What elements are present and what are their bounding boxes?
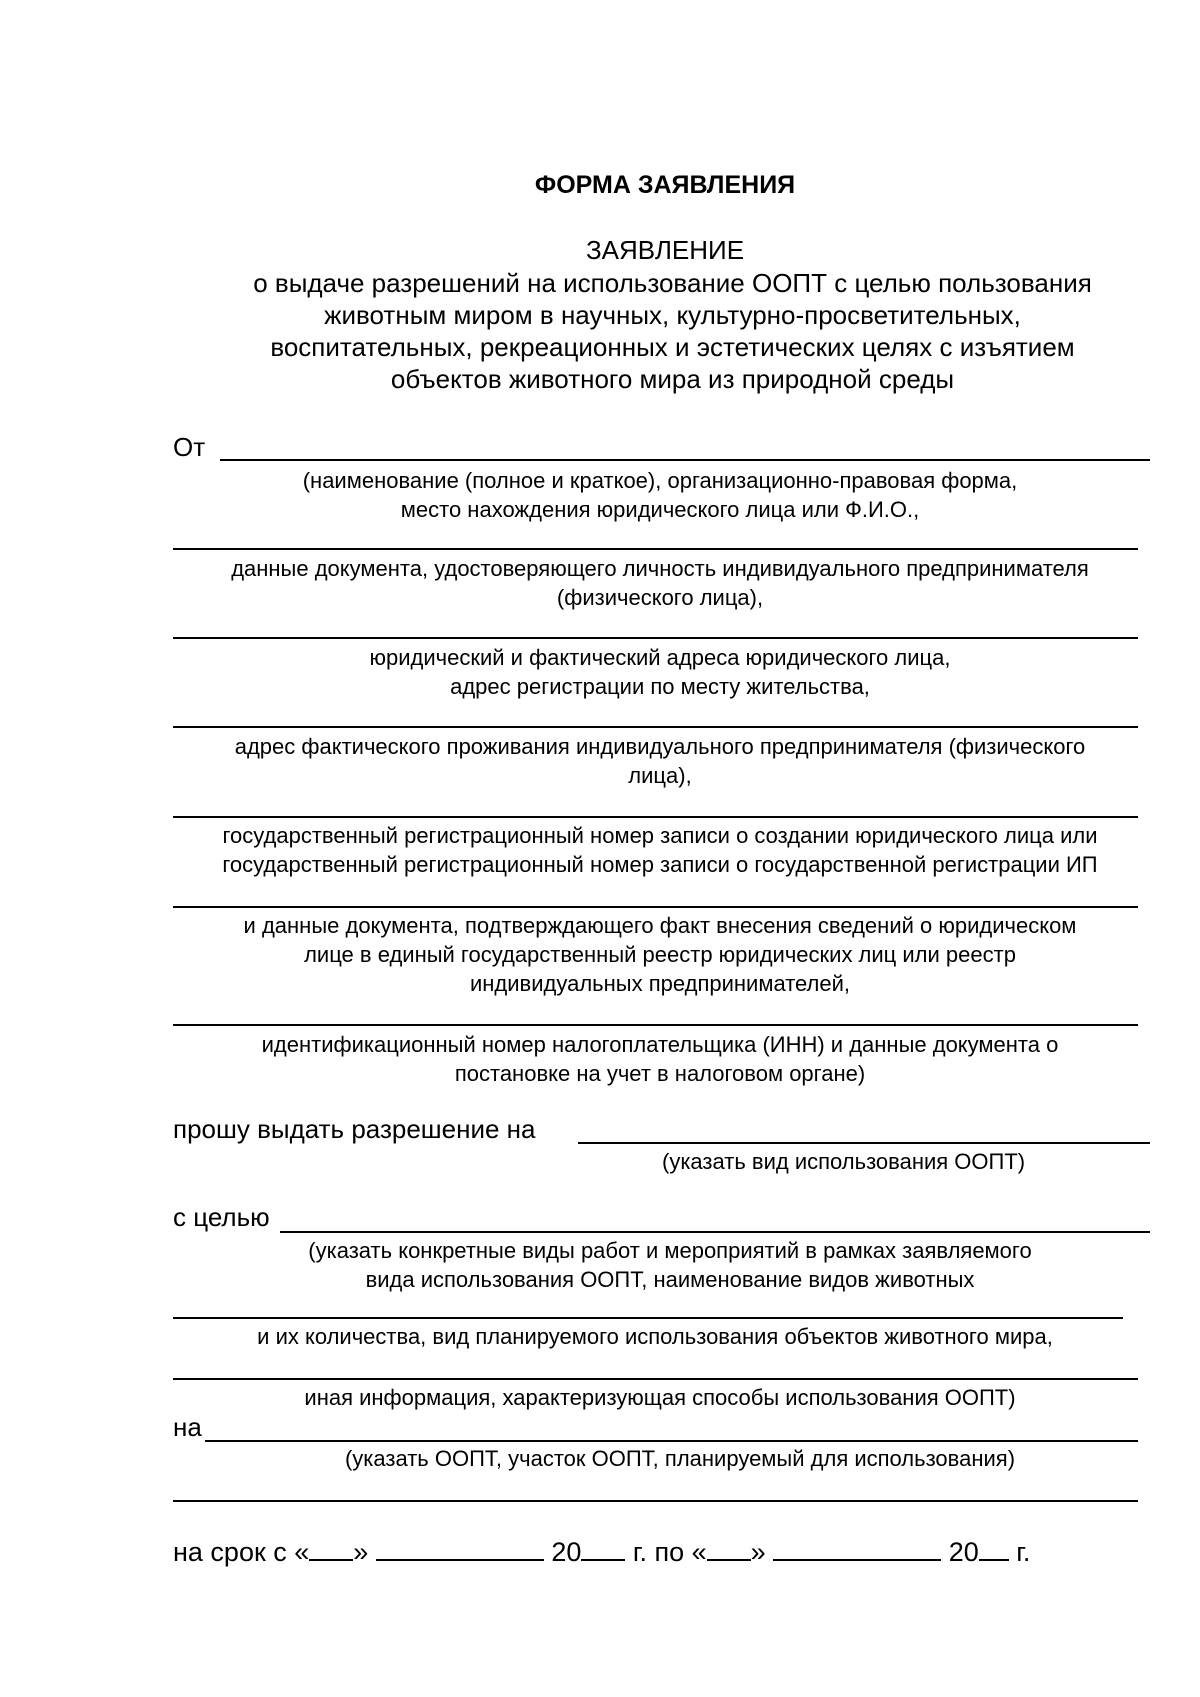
- form-title: ФОРМА ЗАЯВЛЕНИЯ: [534, 171, 796, 199]
- input-line[interactable]: [173, 548, 1138, 550]
- purpose-label: с целью: [173, 1202, 270, 1232]
- from-hint: идентификационный номер налогоплательщика (ИНН) и данные документа о: [261, 1032, 1059, 1057]
- from-hint: адрес фактического проживания индивидуального предпринимателя (физического: [234, 734, 1086, 759]
- request-label: прошу выдать разрешение на: [173, 1114, 536, 1144]
- from-hint: и данные документа, подтверждающего факт внесения сведений о юридическом: [243, 913, 1077, 938]
- input-line[interactable]: [173, 1378, 1138, 1380]
- application-heading: ЗАЯВЛЕНИЕ: [585, 235, 745, 265]
- from-hint: государственный регистрационный номер записи о создании юридического лица или: [222, 823, 1098, 848]
- location-label: на: [173, 1412, 202, 1442]
- term-text: 20: [551, 1537, 582, 1567]
- purpose-input-line[interactable]: [280, 1231, 1150, 1233]
- subtitle-line: о выдаче разрешений на использование ООПТ с целью пользования: [253, 268, 1092, 298]
- from-hint: индивидуальных предпринимателей,: [469, 971, 851, 996]
- start-year-input[interactable]: [581, 1559, 625, 1561]
- end-day-input[interactable]: [707, 1559, 751, 1561]
- input-line[interactable]: [173, 906, 1138, 908]
- location-hint: (указать ООПТ, участок ООПТ, планируемый для использования): [344, 1446, 1016, 1471]
- input-line[interactable]: [173, 1500, 1138, 1502]
- term-text: 20: [948, 1537, 979, 1567]
- from-hint: адрес регистрации по месту жительства,: [450, 674, 870, 699]
- request-hint: (указать вид использования ООПТ): [662, 1149, 1026, 1174]
- from-hint: юридический и фактический адреса юридического лица,: [369, 645, 951, 670]
- end-year-input[interactable]: [979, 1559, 1009, 1561]
- purpose-hint: иная информация, характеризующая способы использования ООПТ): [304, 1385, 1016, 1410]
- from-hint: место нахождения юридического лица или Ф.И.О.,: [400, 497, 920, 522]
- from-hint: (физического лица),: [556, 585, 764, 610]
- subtitle-line: объектов животного мира из природной среды: [390, 364, 955, 394]
- start-day-input[interactable]: [309, 1559, 353, 1561]
- term-row: [173, 1537, 1030, 1568]
- request-input-line[interactable]: [578, 1142, 1150, 1144]
- term-text: на срок с «: [173, 1537, 310, 1567]
- from-input-line[interactable]: [220, 459, 1150, 461]
- from-hint: лице в единый государственный реестр юридических лиц или реестр: [304, 942, 1016, 967]
- from-hint: данные документа, удостоверяющего личность индивидуального предпринимателя: [231, 556, 1089, 581]
- input-line[interactable]: [173, 637, 1138, 639]
- from-hint: (наименование (полное и краткое), организационно-правовая форма,: [302, 468, 1018, 493]
- subtitle-line: воспитательных, рекреационных и эстетических целях с изъятием: [270, 332, 1075, 362]
- purpose-hint: вида использования ООПТ, наименование видов животных: [365, 1267, 975, 1292]
- purpose-hint: (указать конкретные виды работ и мероприятий в рамках заявляемого: [308, 1238, 1032, 1263]
- from-hint: постановке на учет в налоговом органе): [454, 1061, 866, 1086]
- input-line[interactable]: [173, 816, 1138, 818]
- term-text: »: [353, 1537, 369, 1567]
- from-hint: государственный регистрационный номер записи о государственной регистрации ИП: [222, 852, 1098, 877]
- subtitle-line: животным миром в научных, культурно-просветительных,: [324, 300, 1021, 330]
- location-input-line[interactable]: [205, 1440, 1138, 1442]
- from-hint: лица),: [628, 763, 692, 788]
- term-text: г.: [1016, 1537, 1031, 1567]
- input-line[interactable]: [173, 1024, 1138, 1026]
- term-text: г. по «: [632, 1537, 707, 1567]
- input-line[interactable]: [173, 1317, 1123, 1319]
- purpose-hint: и их количества, вид планируемого использования объектов животного мира,: [257, 1324, 1053, 1349]
- input-line[interactable]: [173, 726, 1138, 728]
- from-label: От: [173, 432, 206, 462]
- start-month-input[interactable]: [376, 1559, 544, 1561]
- term-text: »: [750, 1537, 766, 1567]
- end-month-input[interactable]: [773, 1559, 941, 1561]
